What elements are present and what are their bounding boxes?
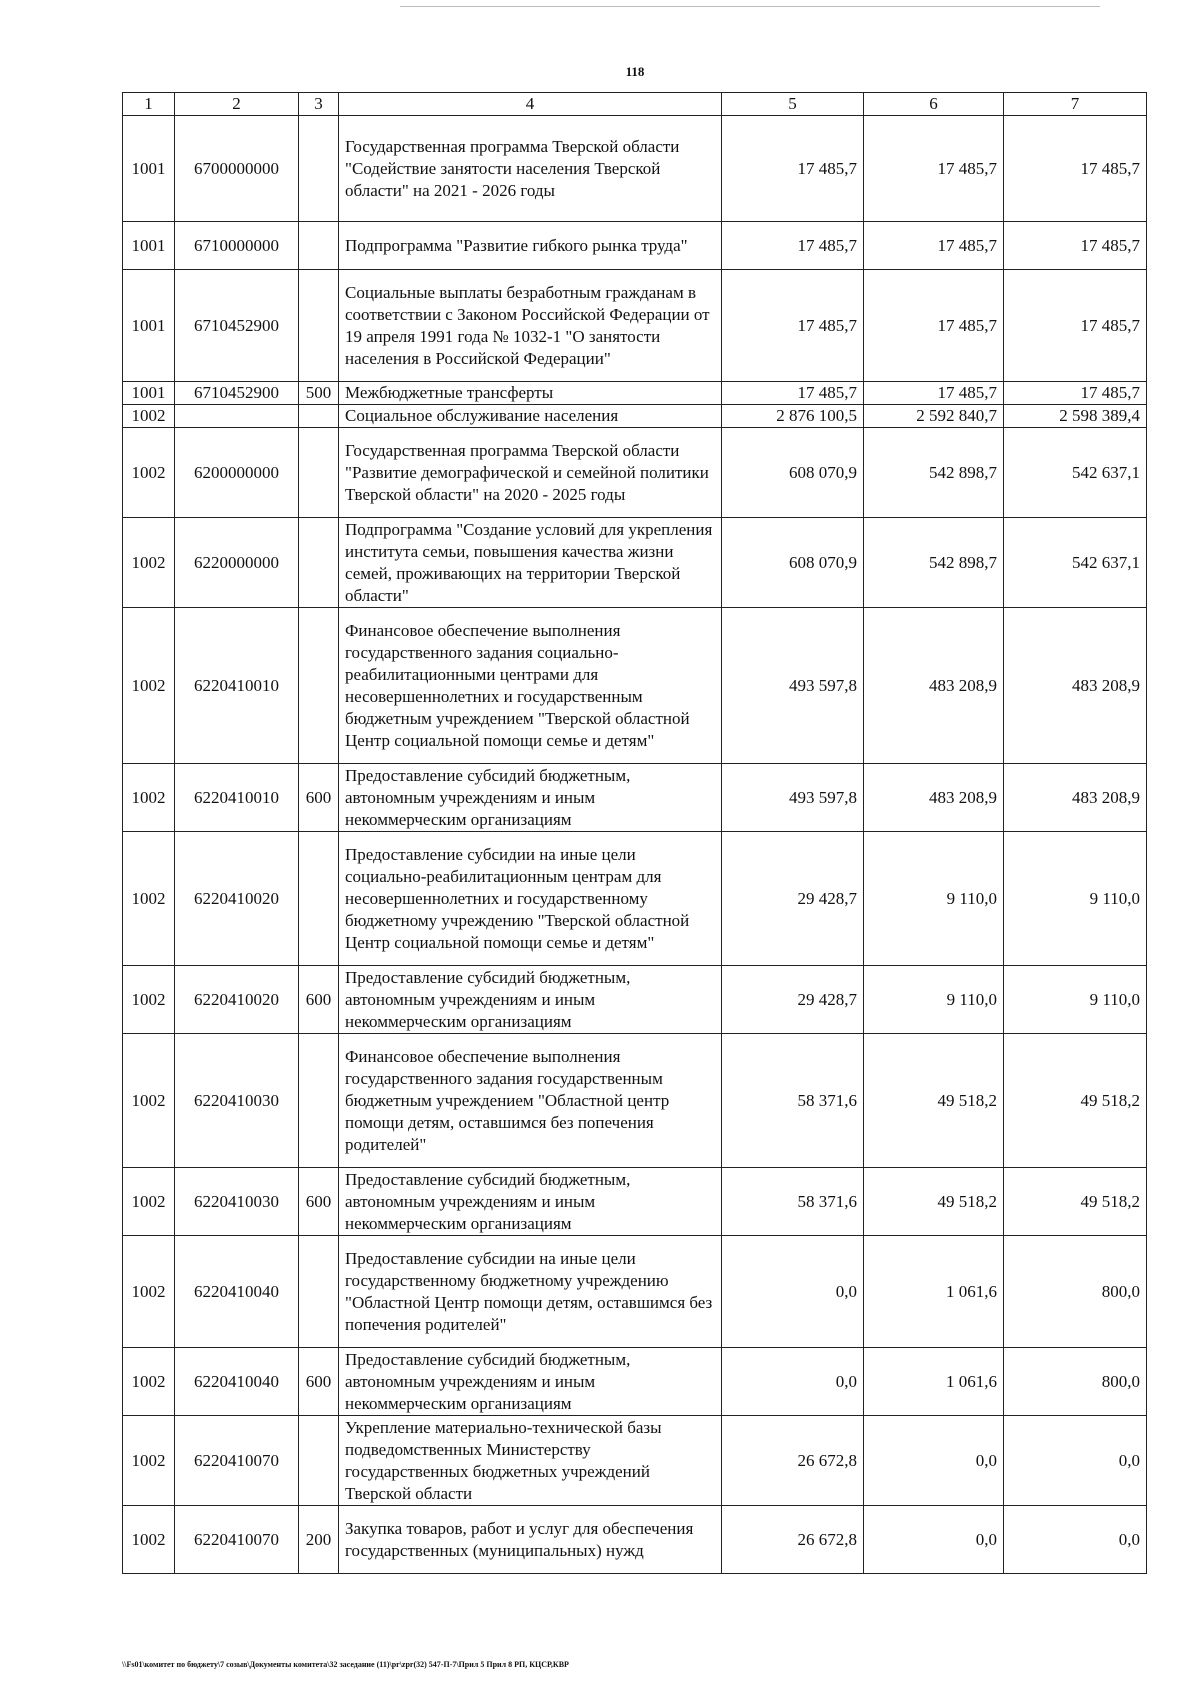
header-col-2: 2 (175, 93, 299, 116)
target-article-code-cell: 6700000000 (175, 116, 299, 222)
table-row (123, 1416, 1147, 1506)
amount-col-5-cell: 493 597,8 (722, 764, 864, 832)
header-col-5: 5 (722, 93, 864, 116)
amount-col-7-cell: 0,0 (1004, 1416, 1147, 1506)
amount-col-5-cell: 29 428,7 (722, 832, 864, 966)
table-body (123, 116, 1147, 1574)
target-article-code-cell: 6200000000 (175, 428, 299, 518)
header-col-4: 4 (339, 93, 722, 116)
amount-col-5-cell: 17 485,7 (722, 222, 864, 270)
item-name-cell: Закупка товаров, работ и услуг для обеспечения государственных (муниципальных) нужд (339, 1506, 722, 1574)
table-row (123, 382, 1147, 405)
target-article-code-cell: 6220410020 (175, 966, 299, 1034)
header-col-6: 6 (864, 93, 1004, 116)
table-row (123, 832, 1147, 966)
section-code-cell: 1002 (123, 608, 175, 764)
amount-col-7-cell: 17 485,7 (1004, 270, 1147, 382)
expense-type-code-cell (299, 1034, 339, 1168)
target-article-code-cell: 6710452900 (175, 382, 299, 405)
table-row (123, 608, 1147, 764)
amount-col-7-cell: 49 518,2 (1004, 1168, 1147, 1236)
expense-type-code-cell (299, 270, 339, 382)
target-article-code-cell: 6710000000 (175, 222, 299, 270)
amount-col-7-cell: 9 110,0 (1004, 966, 1147, 1034)
amount-col-7-cell: 2 598 389,4 (1004, 405, 1147, 428)
amount-col-5-cell: 2 876 100,5 (722, 405, 864, 428)
amount-col-6-cell: 483 208,9 (864, 608, 1004, 764)
amount-col-5-cell: 0,0 (722, 1348, 864, 1416)
amount-col-5-cell: 608 070,9 (722, 518, 864, 608)
amount-col-5-cell: 26 672,8 (722, 1506, 864, 1574)
amount-col-7-cell: 483 208,9 (1004, 764, 1147, 832)
amount-col-6-cell: 483 208,9 (864, 764, 1004, 832)
table-row (123, 518, 1147, 608)
target-article-code-cell: 6220410040 (175, 1236, 299, 1348)
section-code-cell: 1002 (123, 1236, 175, 1348)
section-code-cell: 1001 (123, 222, 175, 270)
expense-type-code-cell (299, 222, 339, 270)
section-code-cell: 1002 (123, 1034, 175, 1168)
budget-table (122, 92, 1147, 1574)
expense-type-code-cell (299, 405, 339, 428)
table-row (123, 222, 1147, 270)
amount-col-7-cell: 17 485,7 (1004, 116, 1147, 222)
table-row (123, 1348, 1147, 1416)
amount-col-7-cell: 17 485,7 (1004, 382, 1147, 405)
amount-col-5-cell: 26 672,8 (722, 1416, 864, 1506)
section-code-cell: 1002 (123, 832, 175, 966)
amount-col-6-cell: 0,0 (864, 1416, 1004, 1506)
amount-col-6-cell: 542 898,7 (864, 428, 1004, 518)
target-article-code-cell: 6220000000 (175, 518, 299, 608)
item-name-cell: Предоставление субсидий бюджетным, автономным учреждениям и иным некоммерческим организациям (339, 1168, 722, 1236)
amount-col-6-cell: 17 485,7 (864, 382, 1004, 405)
table-row (123, 270, 1147, 382)
expense-type-code-cell (299, 832, 339, 966)
target-article-code-cell: 6220410070 (175, 1506, 299, 1574)
expense-type-code-cell (299, 1416, 339, 1506)
amount-col-6-cell: 542 898,7 (864, 518, 1004, 608)
amount-col-6-cell: 1 061,6 (864, 1348, 1004, 1416)
amount-col-6-cell: 17 485,7 (864, 270, 1004, 382)
amount-col-6-cell: 2 592 840,7 (864, 405, 1004, 428)
target-article-code-cell: 6220410010 (175, 608, 299, 764)
amount-col-7-cell: 483 208,9 (1004, 608, 1147, 764)
expense-type-code-cell: 600 (299, 966, 339, 1034)
amount-col-7-cell: 542 637,1 (1004, 518, 1147, 608)
amount-col-7-cell: 17 485,7 (1004, 222, 1147, 270)
amount-col-5-cell: 17 485,7 (722, 270, 864, 382)
section-code-cell: 1002 (123, 1168, 175, 1236)
target-article-code-cell: 6220410030 (175, 1168, 299, 1236)
amount-col-5-cell: 17 485,7 (722, 382, 864, 405)
page-number: 118 (625, 64, 645, 79)
amount-col-7-cell: 800,0 (1004, 1236, 1147, 1348)
section-code-cell: 1001 (123, 382, 175, 405)
table-row (123, 1034, 1147, 1168)
table-row (123, 405, 1147, 428)
item-name-cell: Межбюджетные трансферты (339, 382, 722, 405)
amount-col-7-cell: 800,0 (1004, 1348, 1147, 1416)
target-article-code-cell: 6220410030 (175, 1034, 299, 1168)
item-name-cell: Предоставление субсидий бюджетным, автономным учреждениям и иным некоммерческим организациям (339, 1348, 722, 1416)
header-col-1: 1 (123, 93, 175, 116)
table-row (123, 1168, 1147, 1236)
expense-type-code-cell: 600 (299, 1348, 339, 1416)
target-article-code-cell (175, 405, 299, 428)
file-path-footer: \\Fs01\комитет по бюджету\7 созыв\Документы комитета\32 заседание (11)\pr\zpr(32) 547-П-7\Прил 5 Прил 8 РП, КЦСР,КВР (122, 1660, 569, 1669)
amount-col-6-cell: 9 110,0 (864, 832, 1004, 966)
item-name-cell: Предоставление субсидии на иные цели государственному бюджетному учреждению "Областной Центр помощи детям, оставшимся без попечения родителей" (339, 1236, 722, 1348)
item-name-cell: Укрепление материально-технической базы подведомственных Министерству государственных бюджетных учреждений Тверской области (339, 1416, 722, 1506)
section-code-cell: 1002 (123, 1416, 175, 1506)
section-code-cell: 1002 (123, 764, 175, 832)
expense-type-code-cell: 600 (299, 1168, 339, 1236)
amount-col-5-cell: 608 070,9 (722, 428, 864, 518)
expense-type-code-cell (299, 518, 339, 608)
header-row (123, 93, 1147, 116)
expense-type-code-cell (299, 428, 339, 518)
table-header (123, 93, 1147, 116)
table-row (123, 1236, 1147, 1348)
amount-col-5-cell: 29 428,7 (722, 966, 864, 1034)
table-row (123, 764, 1147, 832)
item-name-cell: Предоставление субсидий бюджетным, автономным учреждениям и иным некоммерческим организациям (339, 764, 722, 832)
amount-col-6-cell: 1 061,6 (864, 1236, 1004, 1348)
section-code-cell: 1002 (123, 428, 175, 518)
amount-col-7-cell: 0,0 (1004, 1506, 1147, 1574)
amount-col-5-cell: 17 485,7 (722, 116, 864, 222)
expense-type-code-cell (299, 116, 339, 222)
table-row (123, 116, 1147, 222)
target-article-code-cell: 6710452900 (175, 270, 299, 382)
amount-col-6-cell: 49 518,2 (864, 1168, 1004, 1236)
amount-col-7-cell: 542 637,1 (1004, 428, 1147, 518)
amount-col-7-cell: 9 110,0 (1004, 832, 1147, 966)
item-name-cell: Социальные выплаты безработным гражданам в соответствии с Законом Российской Федерации от 19 апреля 1991 года № 1032-1 "О занятости населения в Российской Федерации" (339, 270, 722, 382)
table-row (123, 966, 1147, 1034)
table-row (123, 428, 1147, 518)
item-name-cell: Предоставление субсидий бюджетным, автономным учреждениям и иным некоммерческим организациям (339, 966, 722, 1034)
amount-col-6-cell: 17 485,7 (864, 116, 1004, 222)
expense-type-code-cell (299, 1236, 339, 1348)
item-name-cell: Финансовое обеспечение выполнения государственного задания государственным бюджетным учреждением "Областной центр помощи детям, оставшимся без попечения родителей" (339, 1034, 722, 1168)
section-code-cell: 1002 (123, 518, 175, 608)
amount-col-6-cell: 17 485,7 (864, 222, 1004, 270)
section-code-cell: 1001 (123, 116, 175, 222)
section-code-cell: 1002 (123, 1348, 175, 1416)
amount-col-7-cell: 49 518,2 (1004, 1034, 1147, 1168)
expense-type-code-cell: 600 (299, 764, 339, 832)
expense-type-code-cell: 500 (299, 382, 339, 405)
expense-type-code-cell: 200 (299, 1506, 339, 1574)
target-article-code-cell: 6220410020 (175, 832, 299, 966)
item-name-cell: Государственная программа Тверской области "Развитие демографической и семейной политики Тверской области" на 2020 - 2025 годы (339, 428, 722, 518)
target-article-code-cell: 6220410010 (175, 764, 299, 832)
header-col-7: 7 (1004, 93, 1147, 116)
header-col-3: 3 (299, 93, 339, 116)
section-code-cell: 1001 (123, 270, 175, 382)
expense-type-code-cell (299, 608, 339, 764)
amount-col-5-cell: 58 371,6 (722, 1034, 864, 1168)
item-name-cell: Финансовое обеспечение выполнения государственного задания социально-реабилитационными центрами для несовершеннолетних и государственным бюджетным учреждением "Тверской областной Центр социальной помощи семье и детям" (339, 608, 722, 764)
target-article-code-cell: 6220410040 (175, 1348, 299, 1416)
amount-col-5-cell: 493 597,8 (722, 608, 864, 764)
section-code-cell: 1002 (123, 1506, 175, 1574)
target-article-code-cell: 6220410070 (175, 1416, 299, 1506)
table-row (123, 1506, 1147, 1574)
item-name-cell: Социальное обслуживание населения (339, 405, 722, 428)
section-code-cell: 1002 (123, 966, 175, 1034)
amount-col-5-cell: 58 371,6 (722, 1168, 864, 1236)
item-name-cell: Подпрограмма "Развитие гибкого рынка труда" (339, 222, 722, 270)
item-name-cell: Государственная программа Тверской области "Содействие занятости населения Тверской области" на 2021 - 2026 годы (339, 116, 722, 222)
page-top-edge-line (400, 0, 1100, 7)
amount-col-6-cell: 0,0 (864, 1506, 1004, 1574)
amount-col-6-cell: 49 518,2 (864, 1034, 1004, 1168)
amount-col-6-cell: 9 110,0 (864, 966, 1004, 1034)
item-name-cell: Предоставление субсидии на иные цели социально-реабилитационным центрам для несовершеннолетних и государственному бюджетному учреждению "Тверской областной Центр социальной помощи семье и детям" (339, 832, 722, 966)
section-code-cell: 1002 (123, 405, 175, 428)
item-name-cell: Подпрограмма "Создание условий для укрепления института семьи, повышения качества жизни семей, проживающих на территории Тверской области" (339, 518, 722, 608)
amount-col-5-cell: 0,0 (722, 1236, 864, 1348)
